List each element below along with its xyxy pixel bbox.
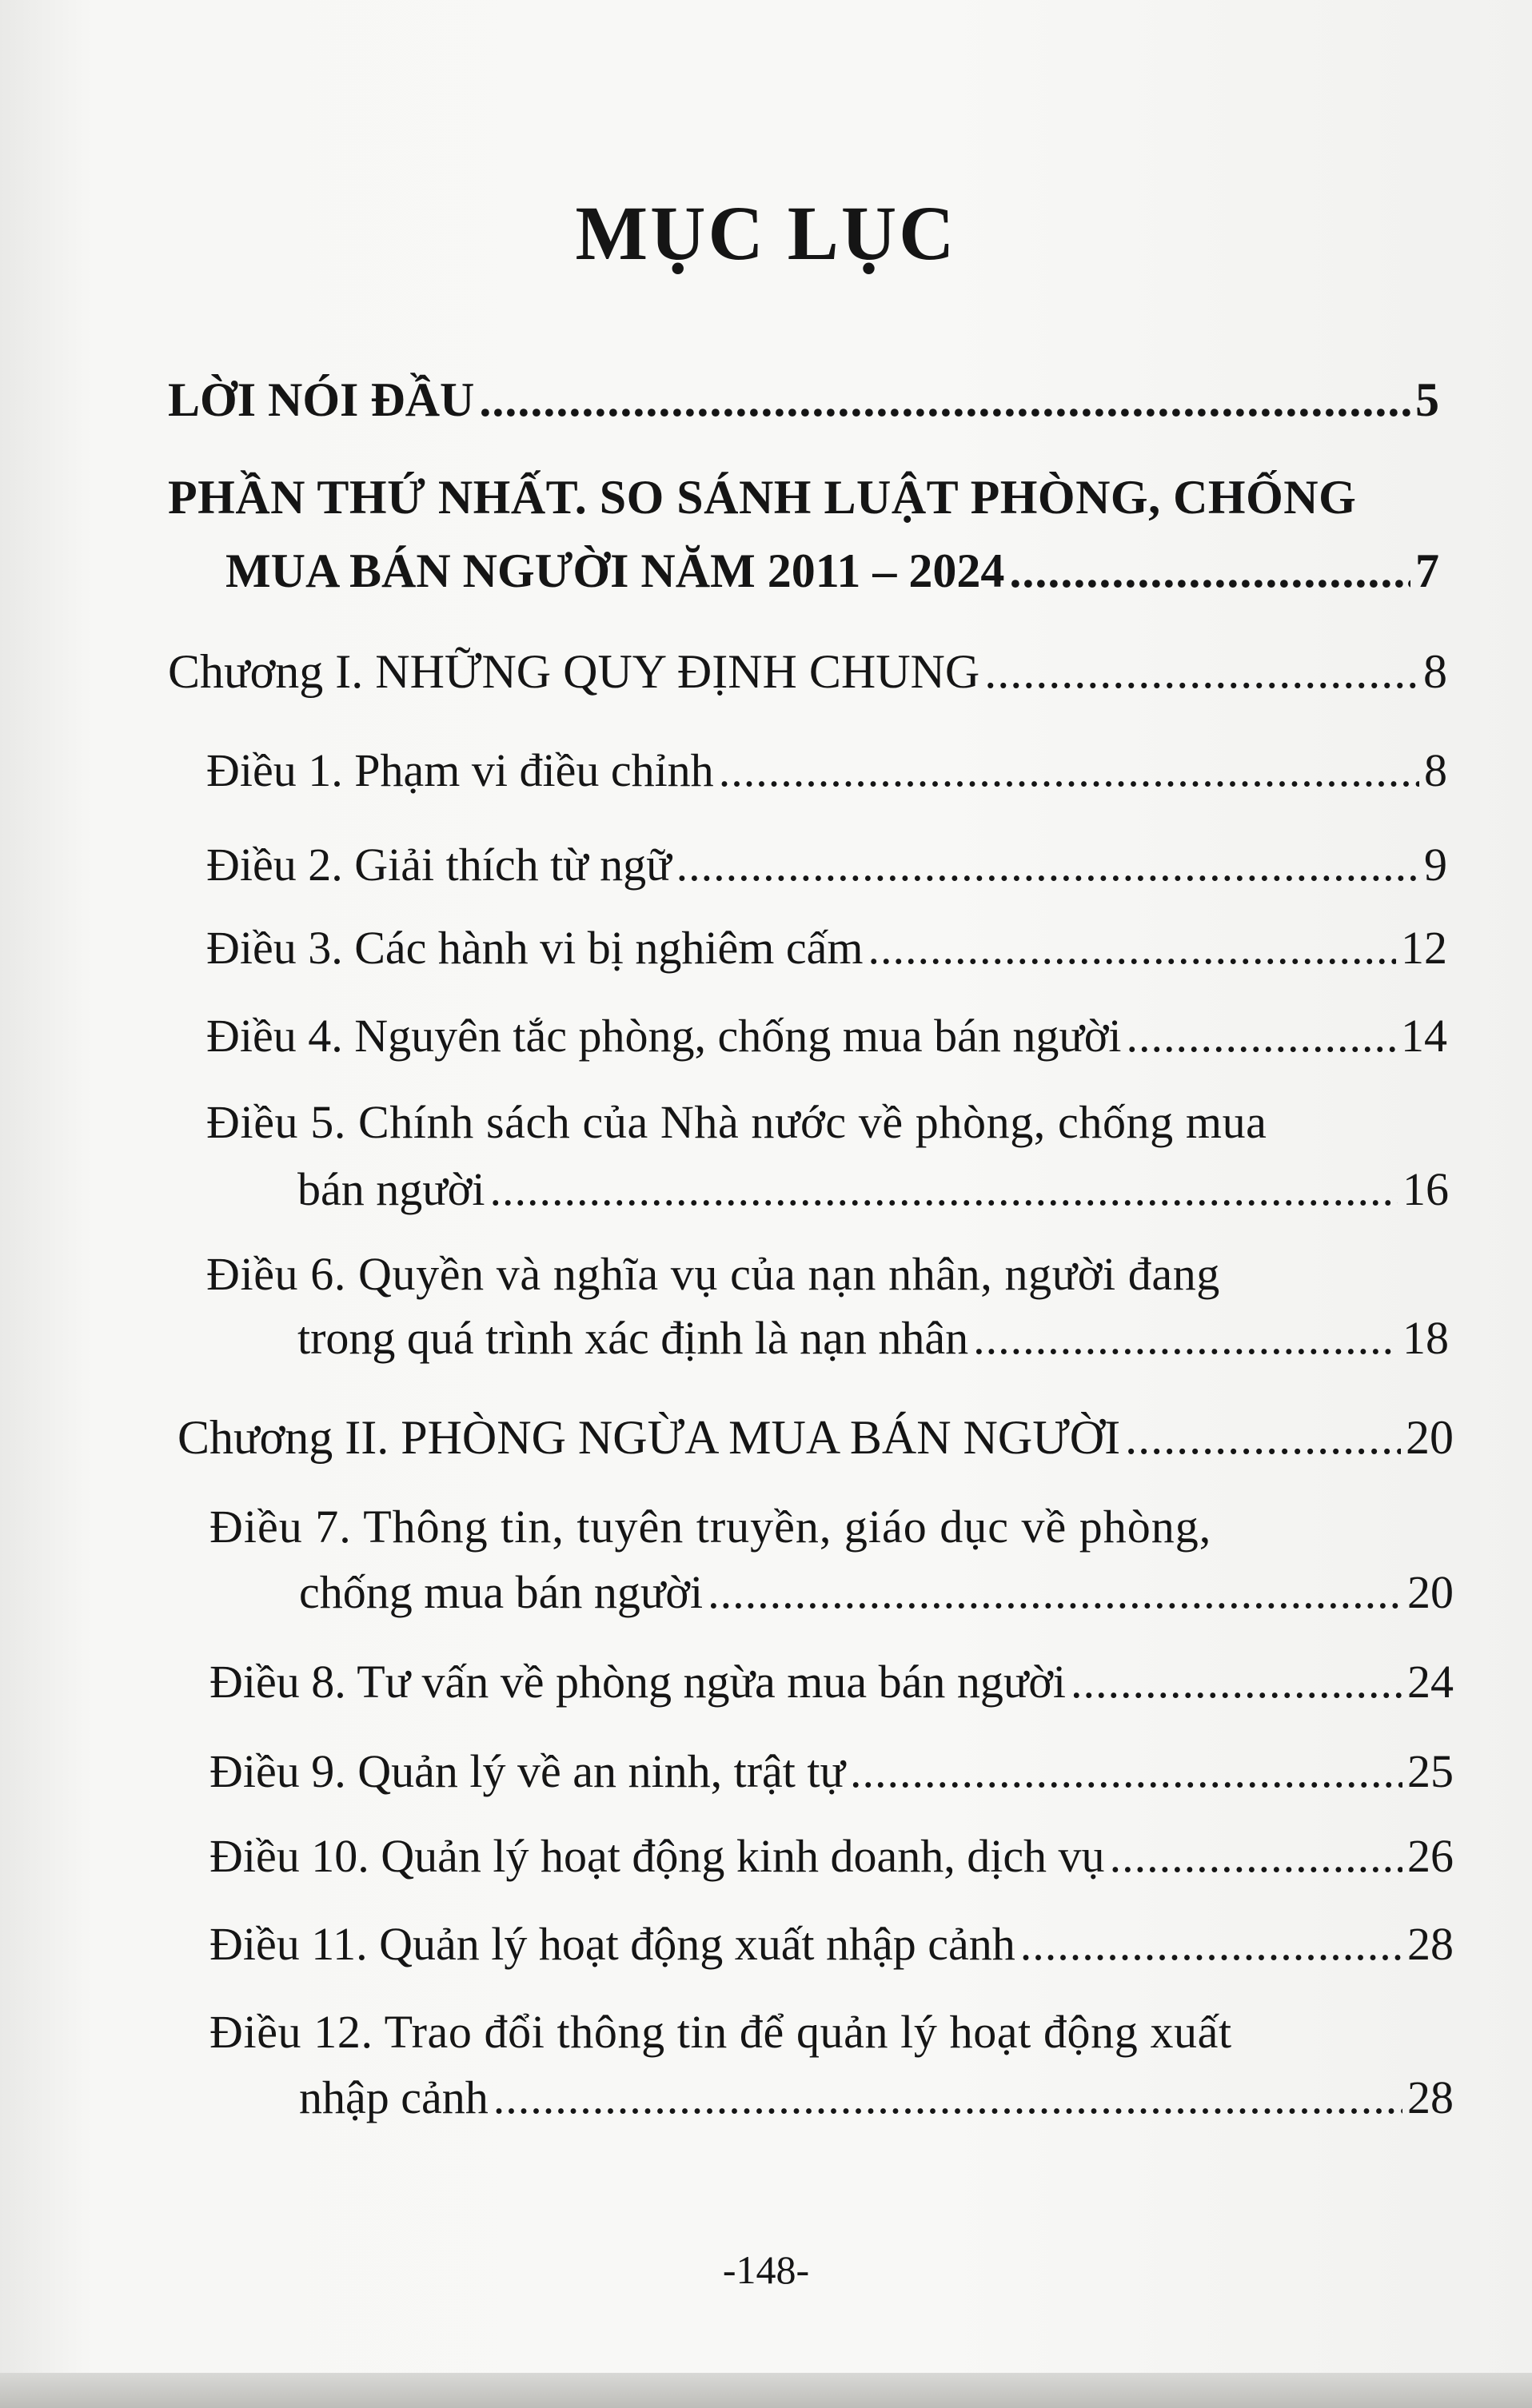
toc-entry-title: MUA BÁN NGƯỜI NĂM 2011 – 2024 xyxy=(225,544,1005,597)
leader-dots xyxy=(493,2071,1402,2124)
leader-dots xyxy=(1009,544,1410,599)
toc-entry-page: 8 xyxy=(1423,645,1447,698)
leader-dots xyxy=(1020,1917,1402,1971)
toc-entry-page: 25 xyxy=(1407,1745,1454,1797)
toc-entry-title: LỜI NÓI ĐẦU xyxy=(168,373,475,426)
toc-entry-title: nhập cảnh xyxy=(299,2071,489,2123)
toc-entry-title: Chương I. NHỮNG QUY ĐỊNH CHUNG xyxy=(168,645,980,698)
leader-dots xyxy=(719,744,1419,797)
toc-entry-chapter-1 xyxy=(168,644,1447,700)
leader-dots xyxy=(1110,1829,1402,1883)
leader-dots xyxy=(676,838,1419,891)
toc-entry-page: 20 xyxy=(1407,1566,1454,1618)
toc-entry-article-5 xyxy=(297,1162,1449,1216)
leader-dots xyxy=(708,1565,1402,1619)
toc-entry-article-9 xyxy=(209,1744,1454,1798)
leader-dots xyxy=(1071,1655,1402,1708)
toc-entry-article-4 xyxy=(206,1009,1447,1062)
toc-entry-page: 28 xyxy=(1407,2071,1454,2123)
toc-entry-page: 24 xyxy=(1407,1656,1454,1708)
leader-dots xyxy=(1127,1009,1396,1062)
toc-entry-title: Điều 8. Tư vấn về phòng ngừa mua bán người xyxy=(209,1656,1067,1708)
toc-entry-article-6-line-1: Điều 6. Quyền và nghĩa vụ của nạn nhân, người đang xyxy=(206,1248,1220,1300)
toc-entry-page: 18 xyxy=(1402,1312,1449,1364)
toc-entry-article-5-line-1: Điều 5. Chính sách của Nhà nước về phòng, chống mua xyxy=(206,1096,1267,1148)
toc-entry-page: 16 xyxy=(1402,1163,1449,1215)
toc-entry-article-11 xyxy=(209,1917,1454,1971)
toc-entry-page: 8 xyxy=(1424,744,1447,796)
leader-dots xyxy=(479,373,1410,428)
toc-entry-title: trong quá trình xác định là nạn nhân xyxy=(297,1312,969,1364)
page-number: -148- xyxy=(722,2247,810,2292)
leader-dots xyxy=(1125,1410,1401,1465)
toc-entry-title: Điều 3. Các hành vi bị nghiêm cấm xyxy=(206,922,864,974)
leader-dots xyxy=(973,1311,1398,1365)
toc-entry-part-1-line-1: PHẦN THỨ NHẤT. SO SÁNH LUẬT PHÒNG, CHỐNG xyxy=(168,471,1357,524)
toc-entry-title: Điều 11. Quản lý hoạt động xuất nhập cảnh xyxy=(209,1918,1015,1970)
toc-entry-article-12-line-1: Điều 12. Trao đổi thông tin để quản lý hoạt động xuất xyxy=(209,2006,1232,2058)
toc-entry-title: Điều 2. Giải thích từ ngữ xyxy=(206,839,672,891)
toc-entry-article-12 xyxy=(299,2071,1454,2124)
toc-entry-page: 26 xyxy=(1407,1830,1454,1882)
toc-entry-part-1 xyxy=(225,544,1439,599)
toc-entry-article-2 xyxy=(206,838,1447,891)
toc-entry-article-10 xyxy=(209,1829,1454,1883)
toc-entry-page: 9 xyxy=(1424,839,1447,891)
toc-entry-title: Điều 10. Quản lý hoạt động kinh doanh, dịch vụ xyxy=(209,1830,1105,1882)
toc-entry-title: chống mua bán người xyxy=(299,1566,704,1618)
toc-entry-article-7 xyxy=(299,1565,1454,1619)
leader-dots xyxy=(489,1162,1398,1216)
toc-entry-title: Chương II. PHÒNG NGỪA MUA BÁN NGƯỜI xyxy=(178,1411,1121,1464)
toc-entry-title: Điều 9. Quản lý về an ninh, trật tự xyxy=(209,1745,845,1797)
toc-entry-page: 5 xyxy=(1415,373,1439,426)
leader-dots xyxy=(984,644,1418,700)
toc-entry-title: bán người xyxy=(297,1163,485,1215)
toc-entry-page: 7 xyxy=(1415,544,1439,597)
toc-entry-article-8 xyxy=(209,1655,1454,1708)
toc-entry-preface xyxy=(168,373,1439,428)
toc-entry-page: 14 xyxy=(1401,1010,1447,1062)
leader-dots xyxy=(850,1744,1402,1798)
toc-entry-chapter-2 xyxy=(178,1410,1454,1465)
page-bottom-shadow xyxy=(0,2373,1532,2408)
leader-dots xyxy=(868,921,1396,975)
toc-entry-article-3 xyxy=(206,921,1447,975)
toc-entry-title: Điều 4. Nguyên tắc phòng, chống mua bán người xyxy=(206,1010,1122,1062)
toc-entry-article-1 xyxy=(206,744,1447,797)
toc-entry-page: 20 xyxy=(1406,1411,1454,1464)
toc-entry-page: 28 xyxy=(1407,1918,1454,1970)
toc-entry-page: 12 xyxy=(1401,922,1447,974)
toc-entry-article-6 xyxy=(297,1311,1449,1365)
toc-entry-title: Điều 1. Phạm vi điều chỉnh xyxy=(206,744,714,796)
page-title: MỤC LỤC xyxy=(575,190,957,276)
toc-entry-article-7-line-1: Điều 7. Thông tin, tuyên truyền, giáo dục về phòng, xyxy=(209,1501,1212,1553)
